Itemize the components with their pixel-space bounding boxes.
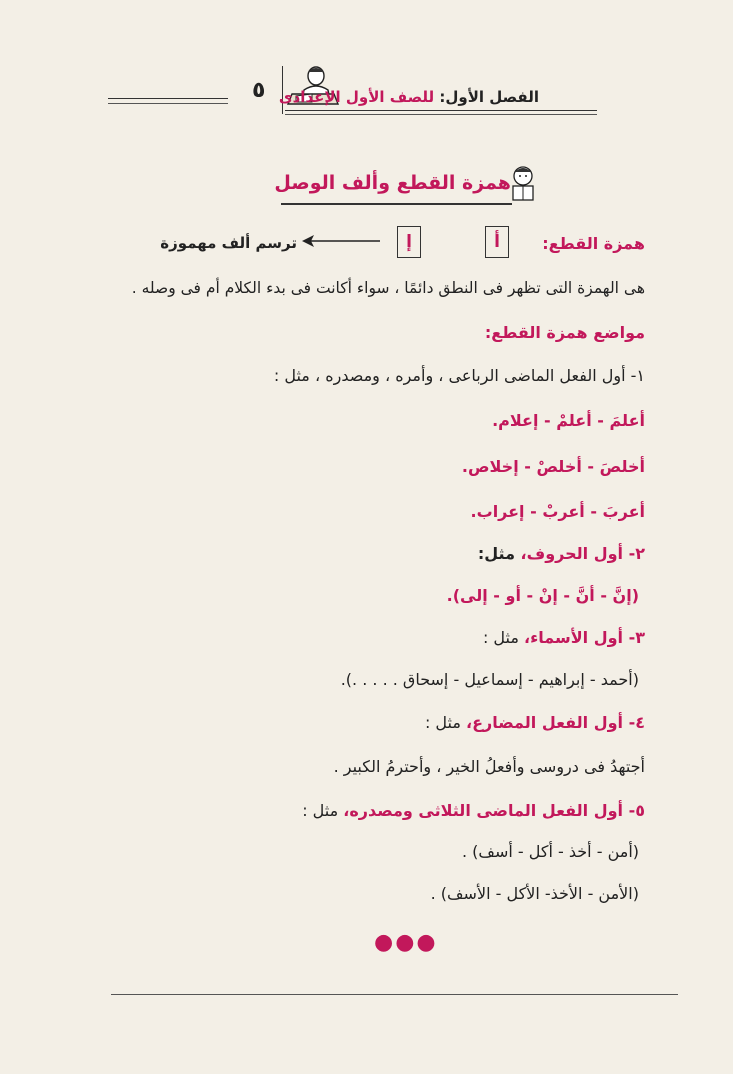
example-present: أجتهدُ فى دروسى وأفعلُ الخير ، وأحترمُ الكبير . <box>333 757 645 776</box>
example-alam: أعلمَ - أعلمْ - إعلام. <box>492 411 645 430</box>
chapter-prefix: الفصل الأول: <box>439 88 539 106</box>
hamza-below-box: إ <box>397 226 421 258</box>
example-names: (أحمد - إبراهيم - إسماعيل - إسحاق . . . . .). <box>340 670 639 689</box>
position-4-suffix: مثل : <box>424 713 467 732</box>
title-underline <box>281 203 512 205</box>
student-reading-icon <box>508 164 538 204</box>
position-3-suffix: مثل : <box>482 628 525 647</box>
example-arab: أعربَ - أعربْ - إعراب. <box>470 502 645 521</box>
arrow-left-icon <box>302 234 382 248</box>
position-5-label: ٥- أول الفعل الماضى الثلاثى ومصدره، <box>343 801 645 820</box>
position-3-line <box>80 628 645 647</box>
rule-text: ترسم ألف مهموزة <box>160 234 297 252</box>
header-rule-left-thin <box>108 103 228 104</box>
definition-label: همزة القطع: <box>542 234 645 253</box>
end-ornament: ●●● <box>374 930 438 955</box>
position-5-line <box>80 801 645 820</box>
page-number: ٥ <box>252 78 266 103</box>
footer-rule <box>111 994 678 995</box>
position-5-suffix: مثل : <box>302 801 344 820</box>
example-masdars: (الأمن - الأخذ- الأكل - الأسف) . <box>430 884 639 903</box>
header-rule-right <box>285 110 597 111</box>
position-4-line <box>80 713 645 732</box>
position-2-suffix: مثل: <box>477 544 521 563</box>
position-3-label: ٣- أول الأسماء، <box>524 628 645 647</box>
lesson-title: همزة القطع وألف الوصل <box>274 172 511 194</box>
example-past-verbs: (أمن - أخذ - أكل - أسف) . <box>461 842 639 861</box>
position-1-line: ١- أول الفعل الماضى الرباعى ، وأمره ، ومصدره ، مثل : <box>273 366 645 385</box>
header-rule-right-thin <box>285 114 597 115</box>
example-akhlas: أخلصَ - أخلصْ - إخلاص. <box>461 457 645 476</box>
positions-heading: مواضع همزة القطع: <box>484 323 645 342</box>
position-2-label: ٢- أول الحروف، <box>520 544 645 563</box>
position-4-label: ٤- أول الفعل المضارع، <box>466 713 645 732</box>
hamza-above-box: أ <box>485 226 509 258</box>
header-rule-left <box>108 98 228 99</box>
chapter-grade: للصف الأول الإعدادى <box>278 88 440 106</box>
position-2-line <box>80 544 645 563</box>
definition-body: هى الهمزة التى تظهر فى النطق دائمًا ، سواء أكانت فى بدء الكلام أم فى وصله . <box>131 279 645 297</box>
chapter-heading <box>279 88 539 106</box>
example-letters: (إنَّ - أنَّ - إنْ - أو - إلى). <box>446 586 639 605</box>
